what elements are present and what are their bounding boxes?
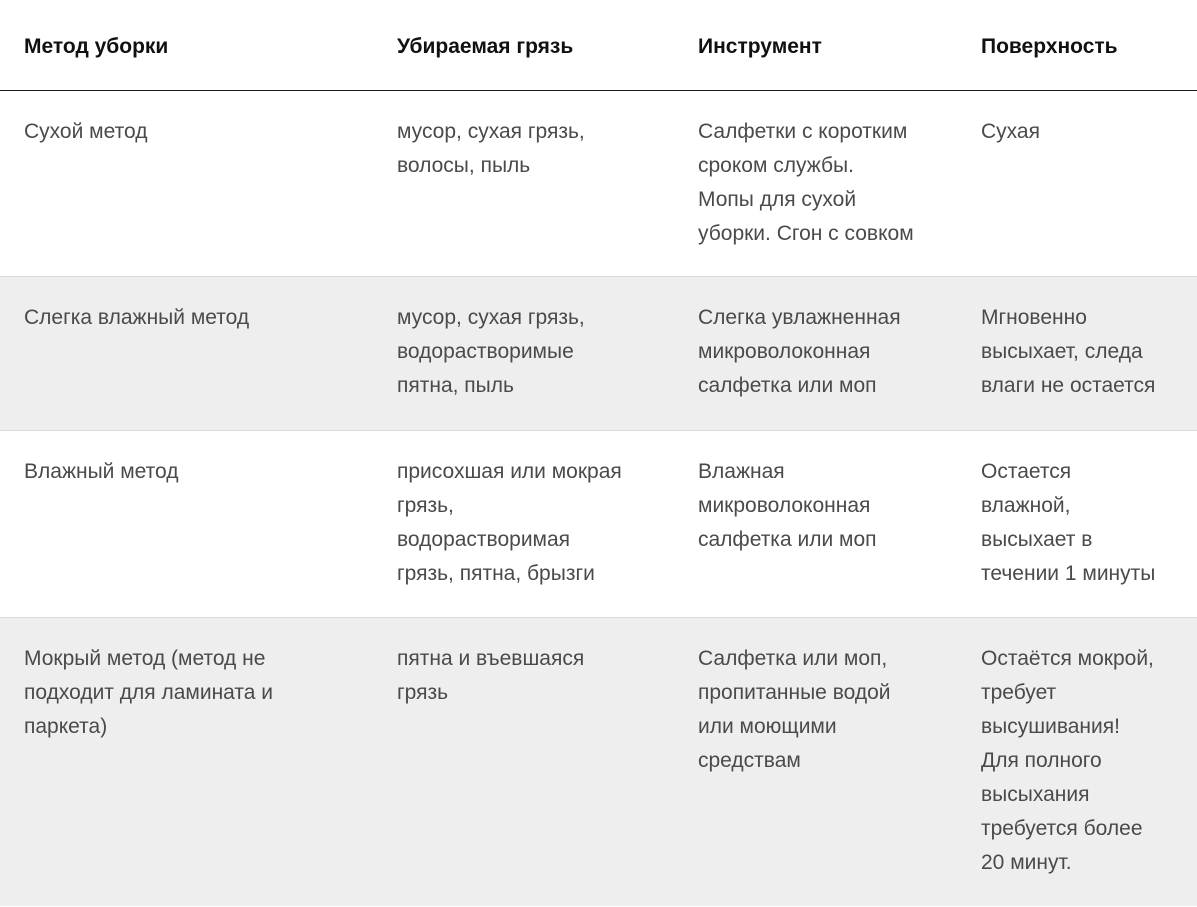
table-row xyxy=(0,431,1197,618)
cell-surface: Сухая xyxy=(981,120,1040,143)
cell-tool: Салфетки с коротким сроком службы. Мопы для сухой уборки. Сгон с совком xyxy=(698,120,914,245)
cell-surface: Мгновенно высыхает, следа влаги не остается xyxy=(981,306,1156,397)
table-header-row xyxy=(0,0,1197,91)
cell-method: Мокрый метод (метод не подходит для ламината и паркета) xyxy=(24,647,274,738)
table-row xyxy=(0,277,1197,431)
cell-surface: Остаётся мокрой, требует высушивания! Для полного высыхания требуется более 20 минут. xyxy=(981,647,1154,874)
cell-method: Сухой метод xyxy=(24,120,148,143)
table-row xyxy=(0,91,1197,277)
cell-tool: Слегка увлажненная микроволоконная салфетка или моп xyxy=(698,306,901,397)
cell-method: Слегка влажный метод xyxy=(24,306,250,329)
cell-tool: Влажная микроволоконная салфетка или моп xyxy=(698,460,877,551)
table-row xyxy=(0,618,1197,906)
cell-dirt: присохшая или мокрая грязь, водорастворимая грязь, пятна, брызги xyxy=(397,460,622,585)
cell-dirt: пятна и въевшаяся грязь xyxy=(397,647,585,704)
header-tool: Инструмент xyxy=(698,35,822,58)
header-dirt-removed: Убираемая грязь xyxy=(397,35,574,58)
header-cleaning-method: Метод уборки xyxy=(24,35,169,58)
cell-surface: Остается влажной, высыхает в течении 1 минуты xyxy=(981,460,1156,585)
cell-dirt: мусор, сухая грязь, водорастворимые пятна, пыль xyxy=(397,306,585,397)
cell-method: Влажный метод xyxy=(24,460,179,483)
header-surface: Поверхность xyxy=(981,35,1118,58)
cell-tool: Салфетка или моп, пропитанные водой или моющими средствам xyxy=(698,647,891,772)
cell-dirt: мусор, сухая грязь, волосы, пыль xyxy=(397,120,585,177)
